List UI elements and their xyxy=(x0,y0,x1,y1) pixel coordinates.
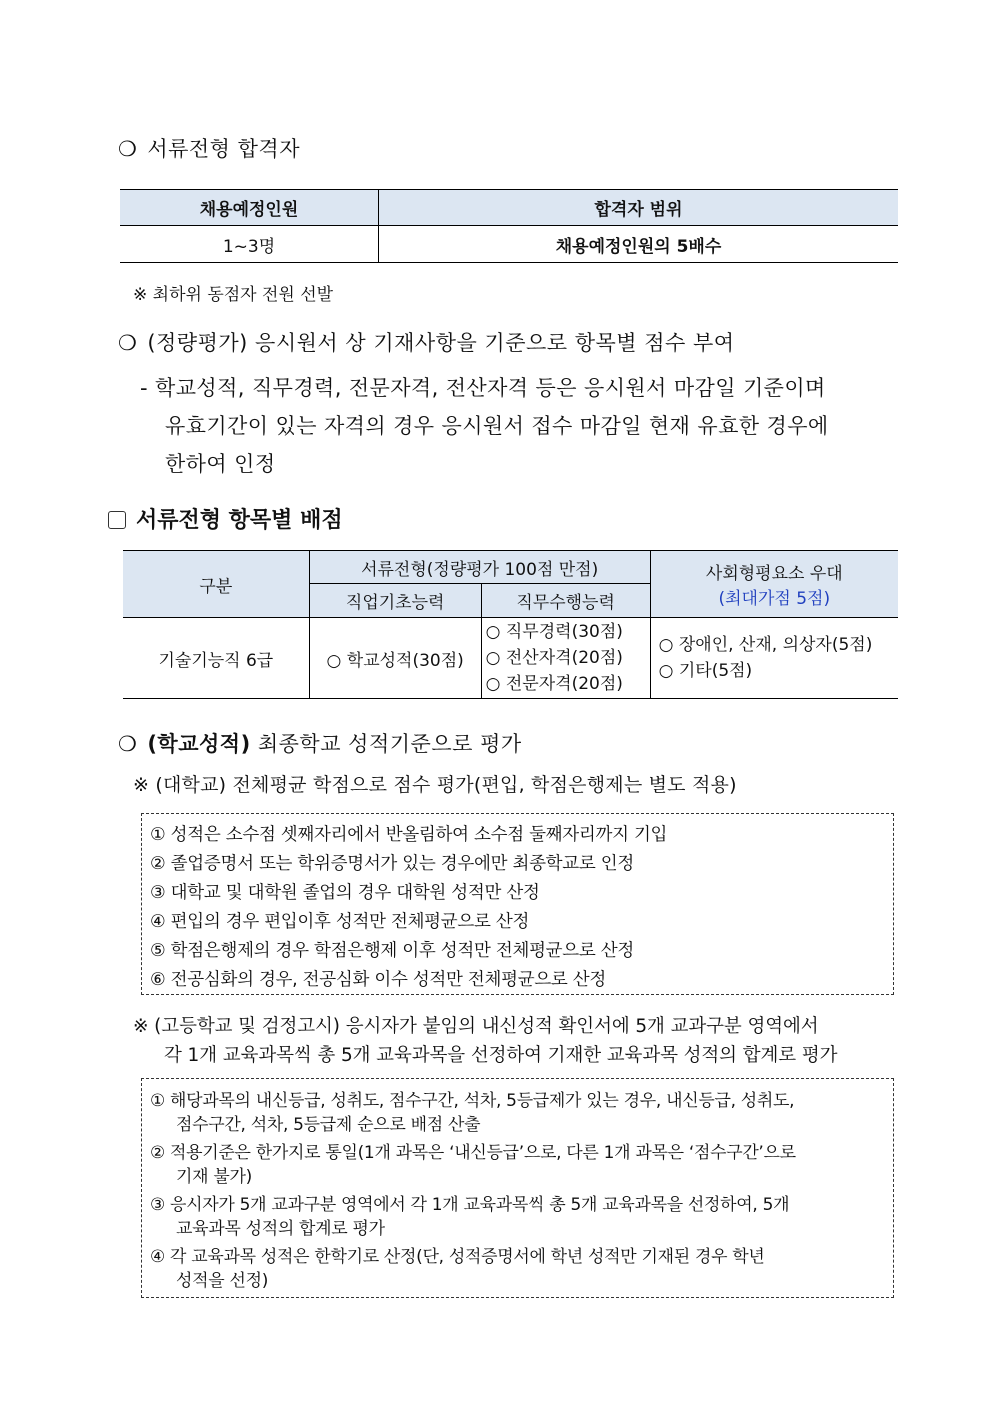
hs-rule-2-line-2: 기재 불가) xyxy=(176,1167,252,1187)
header-job-competency: 직무수행능력 xyxy=(481,584,650,618)
univ-rule-1: ① 성적은 소수점 셋째자리에서 반올림하여 소수점 둘째자리까지 기입 xyxy=(150,825,668,845)
highschool-note-line-2: 각 1개 교육과목씩 총 5개 교육과목을 선정하여 기재한 교육과목 성적의 합계로 평가 xyxy=(164,1045,838,1066)
header-document-screening: 서류전형(정량평가 100점 만점) xyxy=(309,551,650,584)
hs-rule-4-line-1: ④ 각 교육과목 성적은 한학기로 산정(단, 성적증명서에 학년 성적만 기재된 경우 학년 xyxy=(150,1247,765,1267)
square-bullet-icon xyxy=(108,511,126,529)
hs-rule-3-line-2: 교육과목 성적의 합계로 평가 xyxy=(176,1219,385,1239)
criteria-line-2: 유효기간이 있는 자격의 경우 응시원서 접수 마감일 현재 유효한 경우에 xyxy=(165,414,829,438)
header-social-equity-max: (최대가점 5점) xyxy=(718,589,831,609)
circle-bullet-icon: ❍ xyxy=(118,732,138,756)
univ-rule-5: ⑤ 학점은행제의 경우 학점은행제 이후 성적만 전체평균으로 산정 xyxy=(150,941,634,961)
cell-planned-hires: 1~3명 xyxy=(120,226,379,263)
header-social-equity: 사회형평요소 우대 (최대가점 5점) xyxy=(650,551,898,618)
job-item-it-cert: ○ 전산자격(20점) xyxy=(485,648,623,668)
hs-rule-2-line-1: ② 적용기준은 한가지로 통일(1개 과목은 ‘내신등급’으로, 다른 1개 과목은 ‘점수구간’으로 xyxy=(150,1143,796,1163)
header-basic-competency: 직업기초능력 xyxy=(309,584,481,618)
header-gubun: 구분 xyxy=(123,551,309,618)
univ-rule-4: ④ 편입의 경우 편입이후 성적만 전체평균으로 산정 xyxy=(150,912,530,932)
hs-rule-1-line-1: ① 해당과목의 내신등급, 성취도, 점수구간, 석차, 5등급제가 있는 경우, 내신등급, 성취도, xyxy=(150,1091,795,1111)
hs-rule-4-line-2: 성적을 선정) xyxy=(176,1271,269,1291)
cell-social-items xyxy=(650,618,898,699)
scoring-table xyxy=(123,550,898,699)
cell-pass-range: 채용예정인원의 5배수 xyxy=(379,226,899,263)
hs-rule-1-line-2: 점수구간, 석차, 5등급제 순으로 배점 산출 xyxy=(176,1115,481,1135)
univ-rule-6: ⑥ 전공심화의 경우, 전공심화 이수 성적만 전체평균으로 산정 xyxy=(150,970,607,990)
hs-rule-3-line-1: ③ 응시자가 5개 교과구분 영역에서 각 1개 교육과목씩 총 5개 교육과목을 선정하여, 5개 xyxy=(150,1195,790,1215)
job-item-pro-cert: ○ 전문자격(20점) xyxy=(485,674,623,694)
circle-bullet-icon: ❍ xyxy=(118,331,138,355)
tie-note: ※ 최하위 동점자 전원 선발 xyxy=(133,285,334,305)
social-item-disabled: ○ 장애인, 산재, 의상자(5점) xyxy=(658,635,873,655)
university-note: ※ (대학교) 전체평균 학점으로 점수 평가(편입, 학점은행제는 별도 적용) xyxy=(133,774,737,796)
job-item-career: ○ 직무경력(30점) xyxy=(485,622,623,642)
circle-bullet-icon: ❍ xyxy=(118,137,138,161)
social-item-other: ○ 기타(5점) xyxy=(658,661,753,681)
univ-rule-3: ③ 대학교 및 대학원 졸업의 경우 대학원 성적만 산정 xyxy=(150,883,540,903)
header-planned-hires: 채용예정인원 xyxy=(120,190,379,226)
applicants-table xyxy=(120,189,898,263)
row-label-technical-grade6: 기술기능직 6급 xyxy=(123,618,309,699)
cell-school-grades: ○ 학교성적(30점) xyxy=(309,618,481,699)
section-heading-scoring: 서류전형 항목별 배점 xyxy=(108,503,343,534)
section-heading-quantitative: ❍ (정량평가) 응시원서 상 기재사항을 기준으로 항목별 점수 부여 xyxy=(118,331,735,355)
criteria-line-3: 한하여 인정 xyxy=(165,452,276,476)
highschool-note-line-1: ※ (고등학교 및 검정고시) 응시자가 붙임의 내신성적 확인서에 5개 교과구분 영역에서 xyxy=(133,1016,819,1037)
section-heading-school-grades: ❍ (학교성적) 최종학교 성적기준으로 평가 xyxy=(118,732,522,756)
section-heading-applicants: ❍ 서류전형 합격자 xyxy=(118,137,301,161)
univ-rule-2: ② 졸업증명서 또는 학위증명서가 있는 경우에만 최종학교로 인정 xyxy=(150,854,634,874)
header-pass-range: 합격자 범위 xyxy=(379,190,899,226)
criteria-line-1: - 학교성적, 직무경력, 전문자격, 전산자격 등은 응시원서 마감일 기준이며 xyxy=(140,376,826,400)
cell-job-items xyxy=(481,618,650,699)
